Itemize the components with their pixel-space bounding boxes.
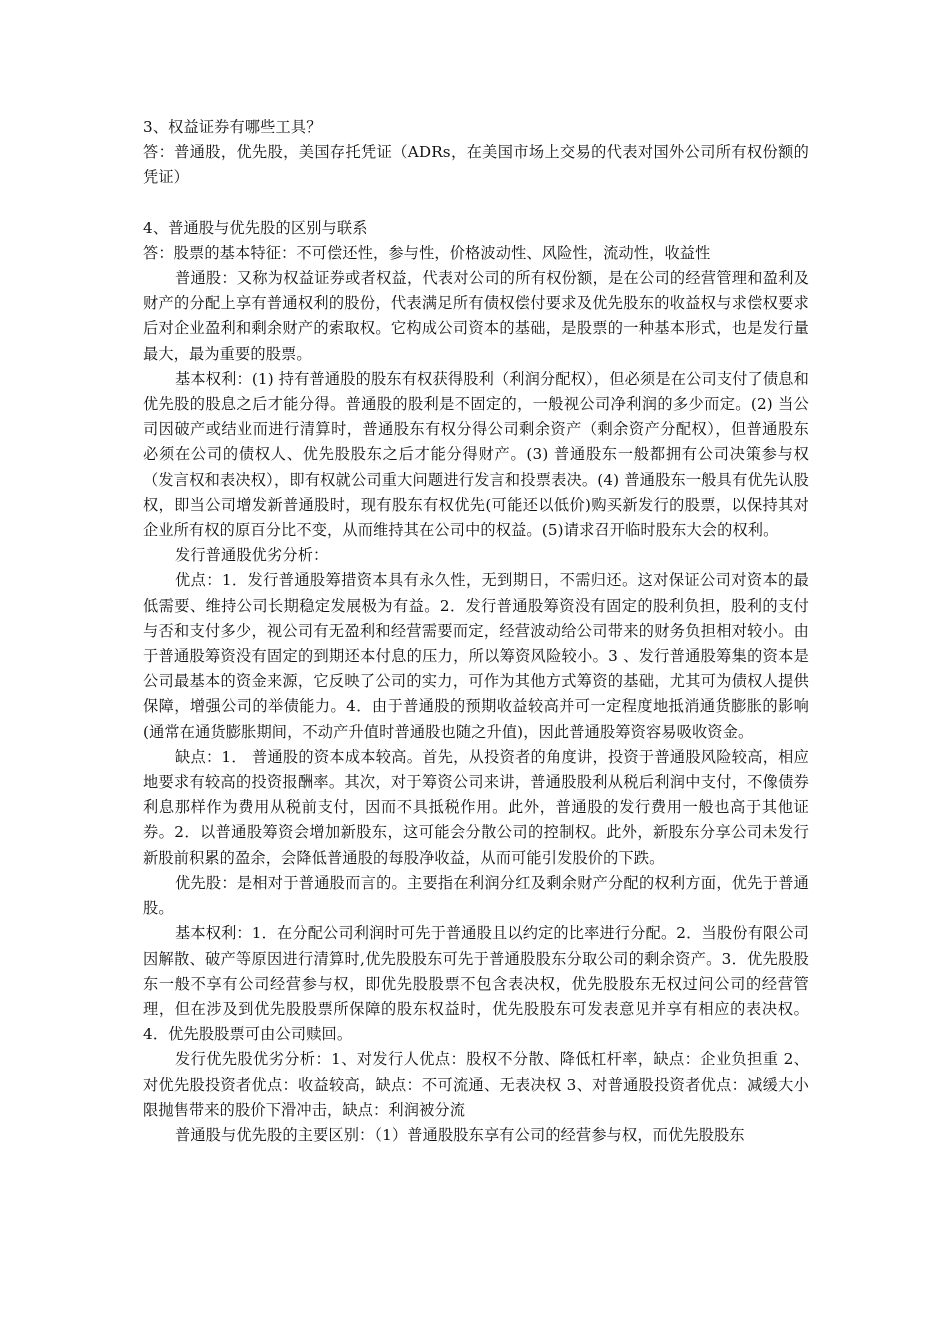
paragraph-common-stock-rights: 基本权利：(1) 持有普通股的股东有权获得股利（利润分配权），但必须是在公司支付了债息和优先股的股息之后才能分得。普通股的股利是不固定的，一般视公司净利润的多少而定。(2) 当公司因破产或结业而进行清算时，普通股东有权分得公司剩余资产（剩余资产分配权），但普通股东必须在公司的债权人、优先股股东之后才能分得财产。(3) 普通股东一般都拥有公司决策参与权（发言权和表决权），即有权就公司重大问题进行发言和投票表决。(4) 普通股东一般具有优先认股权，即当公司增发新普通股时，现有股东有权优先(可能还以低价)购买新发行的股票，以保持其对企业所有权的原百分比不变，从而维持其在公司中的权益。(5)请求召开临时股东大会的权利。 (143, 369, 809, 540)
paragraph-gap (143, 191, 809, 216)
answer-4-intro: 答：股票的基本特征：不可偿还性，参与性，价格波动性、风险性，流动性，收益性 (143, 243, 711, 262)
paragraph-preferred-stock-rights: 基本权利：1．在分配公司利润时可先于普通股且以约定的比率进行分配。2．当股份有限公司因解散、破产等原因进行清算时,优先股股东可先于普通股股东分取公司的剩余资产。3．优先股股东一般不享有公司经营参与权，即优先股股票不包含表决权，优先股股东无权过问公司的经营管理，但在涉及到优先股股票所保障的股东权益时，优先股股东可发表意见并享有相应的表决权。4．优先股股票可由公司赎回。 (143, 924, 809, 1044)
paragraph-preferred-stock-definition: 优先股：是相对于普通股而言的。主要指在利润分红及剩余财产分配的权利方面，优先于普通股。 (143, 873, 809, 918)
paragraph-common-stock-disadvantages: 缺点：1． 普通股的资本成本较高。首先，从投资者的角度讲，投资于普通股风险较高，相应地要求有较高的投资报酬率。其次，对于筹资公司来讲，普通股股利从税后利润中支付，不像债券利息那样作为费用从税前支付，因而不具抵税作用。此外，普通股的发行费用一般也高于其他证券。2．以普通股筹资会增加新股东，这可能会分散公司的控制权。此外，新股东分享公司未发行新股前积累的盈余，会降低普通股的每股净收益，从而可能引发股价的下跌。 (143, 747, 809, 867)
paragraph-preferred-stock-analysis: 发行优先股优劣分析：1、对发行人优点：股权不分散、降低杠杆率，缺点：企业负担重 2、对优先股投资者优点：收益较高，缺点：不可流通、无表决权 3、对普通股投资者优点：减缓大小限抛售带来的股价下滑冲击，缺点：利润被分流 (143, 1050, 809, 1119)
question-4: 4、普通股与优先股的区别与联系 (143, 218, 368, 237)
paragraph-common-stock-advantages: 优点：1．发行普通股筹措资本具有永久性，无到期日，不需归还。这对保证公司对资本的最低需要、维持公司长期稳定发展极为有益。2．发行普通股筹资没有固定的股利负担，股利的支付与否和支付多少，视公司有无盈利和经营需要而定，经营波动给公司带来的财务负担相对较小。由于普通股筹资没有固定的到期还本付息的压力，所以筹资风险较小。3 、发行普通股筹集的资本是公司最基本的资金来源，它反映了公司的实力，可作为其他方式筹资的基础，尤其可为债权人提供保障，增强公司的举债能力。4．由于普通股的预期收益较高并可一定程度地抵消通货膨胀的影响(通常在通货膨胀期间，不动产升值时普通股也随之升值)，因此普通股筹资容易吸收资金。 (143, 571, 809, 741)
paragraph-common-stock-analysis-heading: 发行普通股优劣分析： (175, 546, 329, 565)
question-3: 3、权益证券有哪些工具？ (143, 118, 322, 136)
paragraph-main-differences: 普通股与优先股的主要区别：（1）普通股股东享有公司的经营参与权，而优先股股东 (175, 1125, 745, 1144)
answer-3: 答：普通股，优先股，美国存托凭证（ADRs，在美国市场上交易的代表对国外公司所有权份额的凭证） (143, 143, 809, 187)
document-body (143, 115, 809, 1148)
paragraph-common-stock-definition: 普通股：又称为权益证券或者权益，代表对公司的所有权份额，是在公司的经营管理和盈利及财产的分配上享有普通权利的股份，代表满足所有债权偿付要求及优先股东的收益权与求偿权要求后对企业盈利和剩余财产的索取权。它构成公司资本的基础，是股票的一种基本形式，也是发行量最大，最为重要的股票。 (143, 269, 809, 363)
